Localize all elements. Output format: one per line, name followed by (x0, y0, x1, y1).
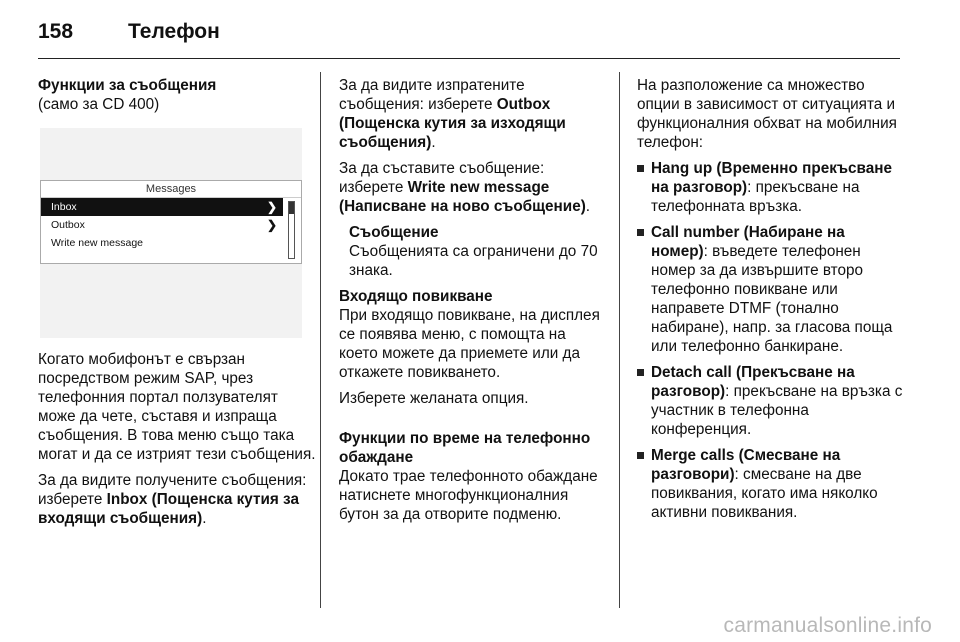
options-list (637, 159, 905, 522)
section-subheading: (само за CD 400) (38, 96, 160, 113)
column-divider-2 (619, 72, 620, 608)
term-write-new: Write new message (Написване на ново съобщение) (339, 179, 586, 215)
display-row-label: Outbox (51, 219, 85, 231)
option-term: Detach call (Прекъсване на разговор) (651, 364, 855, 400)
display-row-label: Inbox (51, 201, 77, 213)
paragraph-during-call: Докато трае телефонното обаждане натиснете многофункционалния бутон за да отворите подменю. (339, 468, 598, 523)
chevron-right-icon: ❯ (266, 200, 277, 214)
option-term: Call number (Набиране на номер) (651, 224, 845, 260)
screen-illustration (40, 128, 302, 338)
option-desc: : смесване на две повиквания, когато има няколко активни повиквания. (651, 466, 878, 521)
section-heading-messages: Функции за съобщения (38, 77, 217, 94)
display-scrollbar-thumb (289, 202, 294, 214)
header-rule (38, 58, 900, 59)
list-item (637, 159, 905, 216)
text-span: . (585, 198, 591, 215)
text-span: . (431, 134, 436, 151)
page-number: 158 (38, 20, 74, 43)
page-header (38, 12, 220, 52)
text-span: За да видите получените съобщения: изберете (38, 472, 307, 508)
section-heading-during-call: Функции по време на телефонно обаждане (339, 430, 591, 466)
column-1-body (38, 350, 318, 535)
term-inbox: Inbox (Пощенска кутия за входящи съобщения) (38, 491, 299, 527)
paragraph-incoming: При входящо повикване, на дисплея се появява меню, с помощта на което можете да приемете или да откажете повикването. (339, 307, 600, 381)
spacer (339, 415, 601, 429)
section-heading-incoming: Входящо повикване (339, 288, 493, 305)
watermark: carmanualsonline.info (723, 614, 932, 637)
display-scrollbar (288, 201, 295, 259)
column-1 (38, 76, 310, 121)
list-item (637, 223, 905, 356)
text-span: За да видите изпратените съобщения: изберете (339, 77, 525, 113)
paragraph-write (339, 159, 601, 216)
term-outbox: Outbox (Пощенска кутия за изходящи съобщения) (339, 96, 566, 151)
option-desc: : прекъсване на връзка с участник в телефонна конференция. (651, 383, 903, 438)
list-item (637, 363, 905, 439)
note-box (339, 223, 601, 280)
display-row-inbox (41, 198, 283, 216)
paragraph-sap: Когато мобифонът е свързан посредством режим SAP, чрез телефонния портал ползувателят може да чете, съставя и изпраща съобщения. В това меню също така могат и да се изтрият тези съобщения. (38, 351, 316, 463)
display-title: Messages (41, 181, 301, 198)
option-desc: : прекъсване на телефонната връзка. (651, 179, 860, 215)
option-desc: : въведете телефонен номер за да извършите второ телефонно повикване или направете DTMF (тонално набиране), напр. за гласова поща или телефонно банкиране. (651, 243, 893, 355)
list-item (637, 446, 905, 522)
text-span: . (202, 510, 207, 527)
note-text: Съобщенията са ограничени до 70 знака. (349, 243, 598, 279)
paragraph-choose: Изберете желаната опция. (339, 390, 529, 407)
column-2 (339, 76, 601, 531)
display-row-label: Write new message (51, 237, 144, 249)
display-row-outbox (41, 216, 283, 234)
option-term: Merge calls (Смесване на разговори) (651, 447, 841, 483)
paragraph-outbox (339, 76, 601, 152)
chapter-title: Телефон (128, 20, 220, 43)
messages-display (40, 180, 302, 264)
chevron-right-icon: ❯ (266, 218, 277, 232)
display-row-write-new (41, 234, 283, 252)
text-span: За да съставите съобщение: изберете (339, 160, 545, 196)
column-3 (637, 76, 905, 529)
paragraph-options-intro: На разположение са множество опции в зависимост от ситуацията и функционалния обхват на мобилния телефон: (637, 77, 897, 151)
paragraph-inbox (38, 471, 318, 528)
column-divider-1 (320, 72, 321, 608)
note-title: Съобщение (349, 224, 439, 241)
option-term: Hang up (Временно прекъсване на разговор) (651, 160, 892, 196)
